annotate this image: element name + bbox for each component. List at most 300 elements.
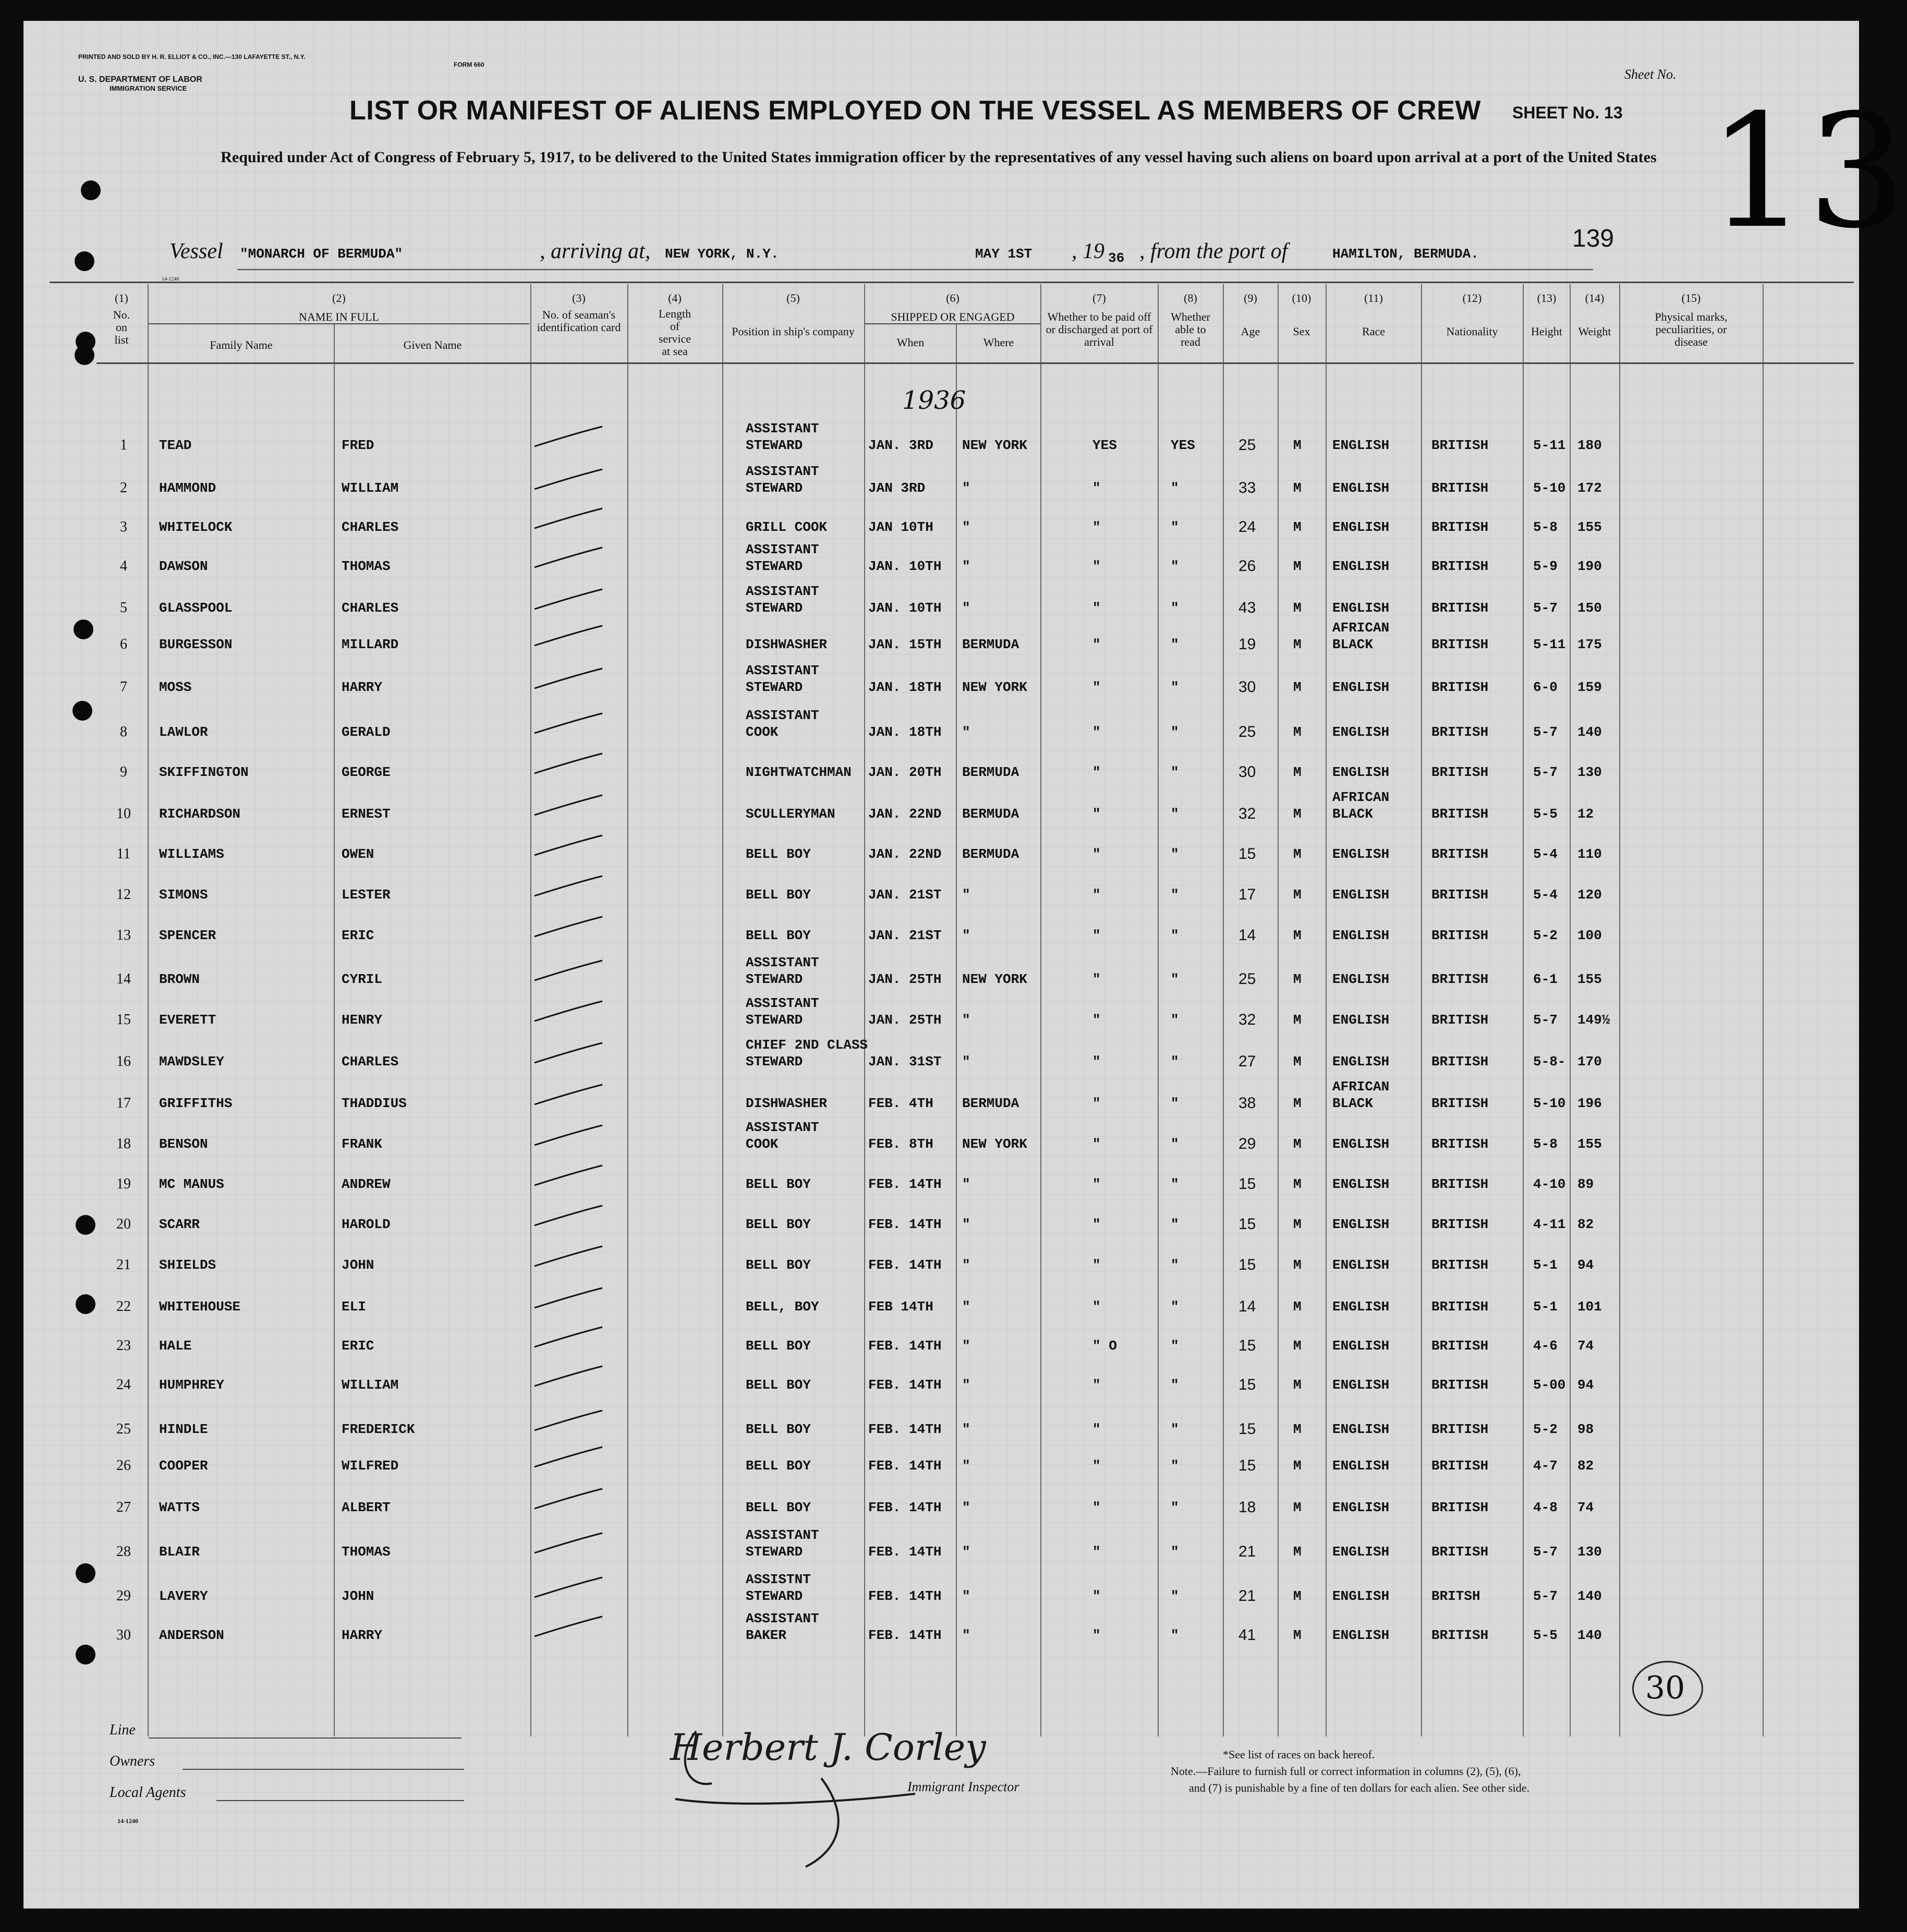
- cell-age: 30: [1238, 678, 1256, 696]
- cell-race-line1: ENGLISH: [1332, 1257, 1390, 1273]
- cell-position-line2: BELL BOY: [746, 887, 811, 903]
- cell-given: HARRY: [342, 1627, 383, 1643]
- col6-title: SHIPPED OR ENGAGED: [891, 310, 1015, 323]
- cell-sex: M: [1293, 1588, 1302, 1604]
- cell-read: YES: [1171, 438, 1195, 453]
- cell-weight: 130: [1577, 764, 1602, 780]
- cell-sex: M: [1293, 1458, 1302, 1474]
- col8-number: (8): [1184, 291, 1197, 305]
- cell-family: WILLIAMS: [159, 846, 224, 862]
- cell-weight: 12: [1577, 806, 1594, 822]
- cell-read: ": [1171, 1176, 1179, 1192]
- cell-nat: BRITISH: [1431, 480, 1489, 496]
- cell-family: HAMMOND: [159, 480, 216, 496]
- cell-race-line1: ENGLISH: [1332, 1458, 1390, 1474]
- id-card-pen-mark: [535, 669, 602, 688]
- cell-family: SIMONS: [159, 887, 208, 903]
- cell-age: 30: [1238, 763, 1256, 781]
- cell-position-line1: ASSISTANT: [746, 995, 819, 1011]
- cell-no: 27: [116, 1499, 131, 1515]
- cell-read: ": [1171, 1217, 1179, 1232]
- cell-no: 28: [116, 1544, 131, 1560]
- cell-nat: BRITISH: [1431, 928, 1489, 943]
- cell-where: NEW YORK: [962, 438, 1027, 453]
- cell-no: 7: [120, 679, 127, 695]
- sheet-number: SHEET No. 13: [1512, 103, 1623, 122]
- cell-position-line1: ASSISTANT: [746, 1120, 819, 1135]
- cell-position-line1: ASSISTANT: [746, 955, 819, 970]
- cell-sex: M: [1293, 1096, 1302, 1111]
- cell-position-line2: BAKER: [746, 1627, 787, 1643]
- cell-family: ANDERSON: [159, 1627, 224, 1643]
- cell-where: ": [962, 1458, 970, 1474]
- printer-line: PRINTED AND SOLD BY H. R. ELLIOT & CO., INC.—130 LAFAYETTE ST., N.Y.: [78, 53, 306, 60]
- cell-given: THOMAS: [342, 558, 391, 574]
- cell-nat: BRITISH: [1431, 806, 1489, 822]
- cell-height: 5-10: [1533, 480, 1566, 496]
- cell-nat: BRITISH: [1431, 558, 1489, 574]
- cell-family: GRIFFITHS: [159, 1096, 233, 1111]
- cell-where: NEW YORK: [962, 971, 1027, 987]
- cell-read: ": [1171, 1257, 1179, 1273]
- cell-where: NEW YORK: [962, 679, 1027, 695]
- cell-nat: BRITISH: [1431, 1176, 1489, 1192]
- cell-height: 5-5: [1533, 806, 1558, 822]
- cell-sex: M: [1293, 1176, 1302, 1192]
- cell-when: JAN. 10TH: [868, 558, 942, 574]
- cell-weight: 150: [1577, 600, 1602, 616]
- cell-no: 3: [120, 519, 127, 535]
- id-card-pen-mark: [535, 469, 602, 489]
- stamp-number: 139: [1572, 225, 1614, 252]
- cell-weight: 140: [1577, 1627, 1602, 1643]
- cell-no: 23: [116, 1338, 131, 1354]
- cell-age: 29: [1238, 1135, 1256, 1152]
- cell-sex: M: [1293, 1054, 1302, 1070]
- cell-age: 14: [1238, 1298, 1256, 1315]
- cell-position-line2: STEWARD: [746, 480, 803, 496]
- id-card-pen-mark: [535, 1206, 602, 1225]
- manifest-sheet: [23, 21, 1907, 1909]
- cell-no: 20: [116, 1216, 131, 1232]
- cell-sex: M: [1293, 679, 1302, 695]
- cell-race-line1: ENGLISH: [1332, 1338, 1390, 1354]
- cell-given: WILLIAM: [342, 480, 399, 496]
- cell-race-line1: ENGLISH: [1332, 519, 1390, 535]
- id-card-pen-mark: [535, 548, 602, 567]
- cell-age: 24: [1238, 518, 1256, 536]
- col7-number: (7): [1092, 291, 1106, 305]
- cell-given: ERNEST: [342, 806, 391, 822]
- col10-number: (10): [1292, 291, 1311, 305]
- cell-read: ": [1171, 928, 1179, 943]
- cell-weight: 170: [1577, 1054, 1602, 1070]
- cell-family: MAWDSLEY: [159, 1054, 224, 1070]
- agents-underline: [216, 1800, 464, 1801]
- cell-age: 15: [1238, 1216, 1256, 1233]
- cell-when: JAN 10TH: [868, 519, 933, 535]
- sheet-no-label: Sheet No.: [1624, 67, 1677, 82]
- cell-when: FEB. 14TH: [868, 1338, 942, 1354]
- cell-position-line2: DISHWASHER: [746, 1096, 828, 1111]
- given-name-header: Given Name: [403, 338, 462, 351]
- cell-where: ": [962, 600, 970, 616]
- id-card-pen-mark: [535, 1043, 602, 1063]
- cell-sex: M: [1293, 764, 1302, 780]
- cell-when: FEB. 14TH: [868, 1176, 942, 1192]
- owners-label: Owners: [110, 1753, 155, 1769]
- cell-no: 4: [120, 558, 127, 574]
- cell-age: 33: [1238, 479, 1256, 496]
- cell-weight: 74: [1577, 1500, 1594, 1515]
- cell-nat: BRITISH: [1431, 438, 1489, 453]
- cell-position-line2: COOK: [746, 724, 779, 740]
- cell-paid: ": [1092, 1299, 1101, 1315]
- cell-paid: ": [1092, 764, 1101, 780]
- where-header: Where: [983, 336, 1014, 349]
- cell-when: FEB. 14TH: [868, 1421, 942, 1437]
- cell-read: ": [1171, 1012, 1179, 1028]
- cell-sex: M: [1293, 480, 1302, 496]
- cell-when: FEB. 14TH: [868, 1217, 942, 1232]
- cell-nat: BRITISH: [1431, 1458, 1489, 1474]
- col9-title: Age: [1241, 325, 1260, 338]
- cell-position-line2: COOK: [746, 1136, 779, 1152]
- cell-height: 5-7: [1533, 1012, 1558, 1028]
- id-card-pen-mark: [535, 1165, 602, 1185]
- col4-title: Length of service at sea: [658, 307, 691, 358]
- cell-paid: ": [1092, 1458, 1101, 1474]
- id-card-pen-mark: [535, 1366, 602, 1386]
- cell-read: ": [1171, 1096, 1179, 1111]
- cell-family: HUMPHREY: [159, 1377, 224, 1393]
- cell-where: BERMUDA: [962, 846, 1019, 862]
- cell-family: SHIELDS: [159, 1257, 216, 1273]
- cell-no: 6: [120, 636, 127, 652]
- cell-weight: 100: [1577, 928, 1602, 943]
- cell-where: BERMUDA: [962, 637, 1019, 652]
- cell-weight: 120: [1577, 887, 1602, 903]
- cell-paid: ": [1092, 887, 1101, 903]
- id-card-pen-mark: [535, 713, 602, 733]
- cell-where: ": [962, 1257, 970, 1273]
- cell-nat: BRITISH: [1431, 1544, 1489, 1560]
- cell-age: 19: [1238, 636, 1256, 653]
- cell-given: ERIC: [342, 1338, 374, 1354]
- cell-position-line2: STEWARD: [746, 971, 803, 987]
- cell-height: 6-0: [1533, 679, 1558, 695]
- cell-no: 22: [116, 1298, 131, 1315]
- id-card-pen-mark: [535, 835, 602, 855]
- cell-height: 5-8-: [1533, 1054, 1566, 1070]
- col7-title: Whether to be paid off or discharged at port of arrival: [1046, 310, 1153, 348]
- id-card-pen-mark: [535, 1085, 602, 1104]
- penalty-note-line2: and (7) is punishable by a fine of ten dollars for each alien. See other side.: [1189, 1781, 1530, 1794]
- cell-nat: BRITISH: [1431, 1054, 1489, 1070]
- cell-age: 27: [1238, 1053, 1256, 1070]
- cell-family: MOSS: [159, 679, 192, 695]
- handwritten-sheet-number: 13: [1708, 81, 1907, 263]
- cell-where: ": [962, 1012, 970, 1028]
- cell-given: HAROLD: [342, 1217, 391, 1232]
- cell-given: WILLIAM: [342, 1377, 399, 1393]
- cell-when: FEB. 14TH: [868, 1627, 942, 1643]
- cell-when: JAN 3RD: [868, 480, 926, 496]
- cell-paid: ": [1092, 724, 1101, 740]
- cell-height: 5-7: [1533, 764, 1558, 780]
- cell-read: ": [1171, 1588, 1179, 1604]
- cell-position-line1: ASSISTANT: [746, 584, 819, 599]
- cell-age: 32: [1238, 805, 1256, 822]
- col1-number: (1): [115, 291, 128, 305]
- cell-position-line2: BELL BOY: [746, 1176, 811, 1192]
- cell-family: WHITEHOUSE: [159, 1299, 241, 1315]
- from-port: HAMILTON, BERMUDA.: [1332, 246, 1479, 262]
- cell-age: 21: [1238, 1587, 1256, 1605]
- cell-given: WILFRED: [342, 1458, 399, 1474]
- cell-paid: ": [1092, 480, 1101, 496]
- cell-position-line1: ASSISTANT: [746, 542, 819, 557]
- cell-when: FEB. 14TH: [868, 1257, 942, 1273]
- page-title: LIST OR MANIFEST OF ALIENS EMPLOYED ON THE VESSEL AS MEMBERS OF CREW: [349, 95, 1481, 126]
- cell-sex: M: [1293, 1257, 1302, 1273]
- cell-nat: BRITISH: [1431, 1136, 1489, 1152]
- inspector-label: Immigrant Inspector: [907, 1779, 1019, 1794]
- cell-given: ANDREW: [342, 1176, 391, 1192]
- cell-position-line2: BELL BOY: [746, 1257, 811, 1273]
- cell-sex: M: [1293, 1544, 1302, 1560]
- cell-weight: 82: [1577, 1458, 1594, 1474]
- cell-height: 5-2: [1533, 928, 1558, 943]
- id-card-pen-mark: [535, 1577, 602, 1597]
- cell-position-line2: GRILL COOK: [746, 519, 828, 535]
- cell-race-line1: ENGLISH: [1332, 1421, 1390, 1437]
- cell-race-line1: ENGLISH: [1332, 1054, 1390, 1070]
- signature-flourish: [665, 1716, 936, 1872]
- cell-no: 15: [116, 1012, 131, 1028]
- cell-family: SKIFFINGTON: [159, 764, 249, 780]
- year-suffix: 36: [1108, 250, 1125, 266]
- cell-position-line1: CHIEF 2ND CLASS: [746, 1037, 868, 1053]
- cell-when: FEB. 8TH: [868, 1136, 933, 1152]
- line-underline: [149, 1737, 461, 1739]
- cell-age: 15: [1238, 1175, 1256, 1193]
- cell-age: 14: [1238, 927, 1256, 944]
- cell-when: JAN. 21ST: [868, 928, 942, 943]
- cell-given: THADDIUS: [342, 1096, 407, 1111]
- cell-family: COOPER: [159, 1458, 208, 1474]
- footer-form-code: 14-1240: [117, 1817, 138, 1825]
- cell-nat: BRITISH: [1431, 600, 1489, 616]
- cell-height: 6-1: [1533, 971, 1558, 987]
- col15-number: (15): [1681, 291, 1701, 305]
- cell-when: FEB. 14TH: [868, 1377, 942, 1393]
- cell-sex: M: [1293, 1338, 1302, 1354]
- cell-read: ": [1171, 1544, 1179, 1560]
- cell-given: THOMAS: [342, 1544, 391, 1560]
- cell-where: ": [962, 1627, 970, 1643]
- id-card-pen-mark: [535, 1001, 602, 1021]
- id-card-pen-mark: [535, 754, 602, 773]
- cell-weight: 74: [1577, 1338, 1594, 1354]
- col2-title: NAME IN FULL: [299, 310, 379, 323]
- cell-no: 12: [116, 886, 131, 903]
- cell-given: LESTER: [342, 887, 391, 903]
- cell-height: 5-10: [1533, 1096, 1566, 1111]
- cell-height: 4-10: [1533, 1176, 1566, 1192]
- cell-given: FREDERICK: [342, 1421, 415, 1437]
- cell-where: ": [962, 887, 970, 903]
- cell-weight: 89: [1577, 1176, 1594, 1192]
- cell-family: BROWN: [159, 971, 200, 987]
- requirement-text: Required under Act of Congress of February 5, 1917, to be delivered to the United States immigration officer by the representatives of any vessel having such aliens on board upon arrival at a port of the United States: [221, 149, 1657, 166]
- service-line: IMMIGRATION SERVICE: [110, 84, 187, 92]
- cell-no: 21: [116, 1257, 131, 1273]
- id-card-pen-mark: [535, 1246, 602, 1266]
- cell-age: 18: [1238, 1499, 1256, 1516]
- cell-position-line2: BELL, BOY: [746, 1299, 819, 1315]
- col12-title: Nationality: [1446, 325, 1498, 338]
- cell-read: ": [1171, 480, 1179, 496]
- cell-where: ": [962, 1544, 970, 1560]
- id-card-pen-mark: [535, 1489, 602, 1509]
- cell-nat: BRITISH: [1431, 1012, 1489, 1028]
- cell-nat: BRITISH: [1431, 1096, 1489, 1111]
- cell-nat: BRITISH: [1431, 971, 1489, 987]
- cell-sex: M: [1293, 971, 1302, 987]
- cell-position-line1: ASSISTANT: [746, 464, 819, 479]
- id-card-pen-mark: [535, 876, 602, 896]
- cell-no: 10: [116, 806, 131, 822]
- cell-position-line2: STEWARD: [746, 1012, 803, 1028]
- cell-read: ": [1171, 1338, 1179, 1354]
- cell-given: HENRY: [342, 1012, 383, 1028]
- cell-race-line1: AFRICAN: [1332, 789, 1390, 805]
- col5-number: (5): [786, 291, 800, 305]
- cell-nat: BRITISH: [1431, 1299, 1489, 1315]
- cell-race-line1: ENGLISH: [1332, 971, 1390, 987]
- cell-height: 5-11: [1533, 438, 1566, 453]
- cell-race-line1: ENGLISH: [1332, 928, 1390, 943]
- cell-read: ": [1171, 764, 1179, 780]
- cell-age: 38: [1238, 1095, 1256, 1112]
- col9-number: (9): [1244, 291, 1257, 305]
- cell-age: 15: [1238, 1256, 1256, 1273]
- cell-sex: M: [1293, 637, 1302, 652]
- id-card-marks: [23, 21, 1859, 1909]
- cell-when: JAN. 10TH: [868, 600, 942, 616]
- cell-height: 5-8: [1533, 519, 1558, 535]
- col8-title: Whether able to read: [1171, 310, 1210, 348]
- cell-where: NEW YORK: [962, 1136, 1027, 1152]
- cell-where: BERMUDA: [962, 764, 1019, 780]
- col10-title: Sex: [1293, 325, 1310, 338]
- cell-paid: ": [1092, 1054, 1101, 1070]
- cell-position-line2: DISHWASHER: [746, 637, 828, 652]
- cell-race-line1: AFRICAN: [1332, 1079, 1390, 1095]
- cell-position-line2: STEWARD: [746, 558, 803, 574]
- cell-paid: ": [1092, 637, 1101, 652]
- cell-where: ": [962, 1377, 970, 1393]
- cell-family: HALE: [159, 1338, 192, 1354]
- cell-given: CYRIL: [342, 971, 383, 987]
- cell-given: FRANK: [342, 1136, 383, 1152]
- cell-weight: 180: [1577, 438, 1602, 453]
- col5-title: Position in ship's company: [732, 325, 855, 338]
- cell-position-line2: SCULLERYMAN: [746, 806, 835, 822]
- cell-family: HINDLE: [159, 1421, 208, 1437]
- cell-sex: M: [1293, 1012, 1302, 1028]
- owners-underline: [183, 1769, 464, 1770]
- cell-given: ALBERT: [342, 1500, 391, 1515]
- cell-age: 43: [1238, 599, 1256, 616]
- cell-position-line2: BELL BOY: [746, 1458, 811, 1474]
- cell-race-line1: ENGLISH: [1332, 558, 1390, 574]
- cell-paid: ": [1092, 928, 1101, 943]
- cell-race-line1: ENGLISH: [1332, 679, 1390, 695]
- cell-nat: BRITISH: [1431, 1627, 1489, 1643]
- cell-weight: 140: [1577, 1588, 1602, 1604]
- id-card-pen-mark: [535, 1447, 602, 1467]
- cell-family: EVERETT: [159, 1012, 216, 1028]
- cell-no: 5: [120, 600, 127, 616]
- cell-sex: M: [1293, 519, 1302, 535]
- cell-when: JAN. 18TH: [868, 679, 942, 695]
- cell-position-line1: ASSISTANT: [746, 1611, 819, 1626]
- cell-read: ": [1171, 1421, 1179, 1437]
- cell-paid: YES: [1092, 438, 1117, 453]
- cell-given: HARRY: [342, 679, 383, 695]
- vessel-label: Vessel: [169, 239, 223, 263]
- cell-sex: M: [1293, 1500, 1302, 1515]
- cell-paid: ": [1092, 1176, 1101, 1192]
- cell-weight: 101: [1577, 1299, 1602, 1315]
- cell-age: 25: [1238, 723, 1256, 740]
- cell-race-line1: ENGLISH: [1332, 887, 1390, 903]
- cell-weight: 159: [1577, 679, 1602, 695]
- cell-no: 18: [116, 1136, 131, 1152]
- cell-height: 5-8: [1533, 1136, 1558, 1152]
- cell-read: ": [1171, 806, 1179, 822]
- cell-paid: ": [1092, 519, 1101, 535]
- cell-height: 4-6: [1533, 1338, 1558, 1354]
- cell-race-line1: ENGLISH: [1332, 1627, 1390, 1643]
- cell-nat: BRITISH: [1431, 679, 1489, 695]
- cell-where: ": [962, 1421, 970, 1437]
- cell-height: 5-4: [1533, 846, 1558, 862]
- cell-height: 4-7: [1533, 1458, 1558, 1474]
- cell-no: 14: [116, 971, 131, 987]
- cell-read: ": [1171, 846, 1179, 862]
- cell-race-line1: ENGLISH: [1332, 764, 1390, 780]
- cell-paid: ": [1092, 1544, 1101, 1560]
- cell-when: FEB. 14TH: [868, 1500, 942, 1515]
- cell-when: FEB. 14TH: [868, 1588, 942, 1604]
- cell-when: JAN. 25TH: [868, 971, 942, 987]
- cell-given: JOHN: [342, 1257, 374, 1273]
- cell-sex: M: [1293, 1377, 1302, 1393]
- cell-race-line1: ENGLISH: [1332, 600, 1390, 616]
- cell-nat: BRITISH: [1431, 846, 1489, 862]
- id-card-pen-mark: [535, 1533, 602, 1553]
- cell-position-line2: STEWARD: [746, 1544, 803, 1560]
- cell-position-line1: ASSISTANT: [746, 1527, 819, 1543]
- cell-age: 15: [1238, 1376, 1256, 1393]
- cell-height: 5-7: [1533, 600, 1558, 616]
- cell-position-line2: STEWARD: [746, 1588, 803, 1604]
- col11-number: (11): [1364, 291, 1383, 305]
- cell-sex: M: [1293, 806, 1302, 822]
